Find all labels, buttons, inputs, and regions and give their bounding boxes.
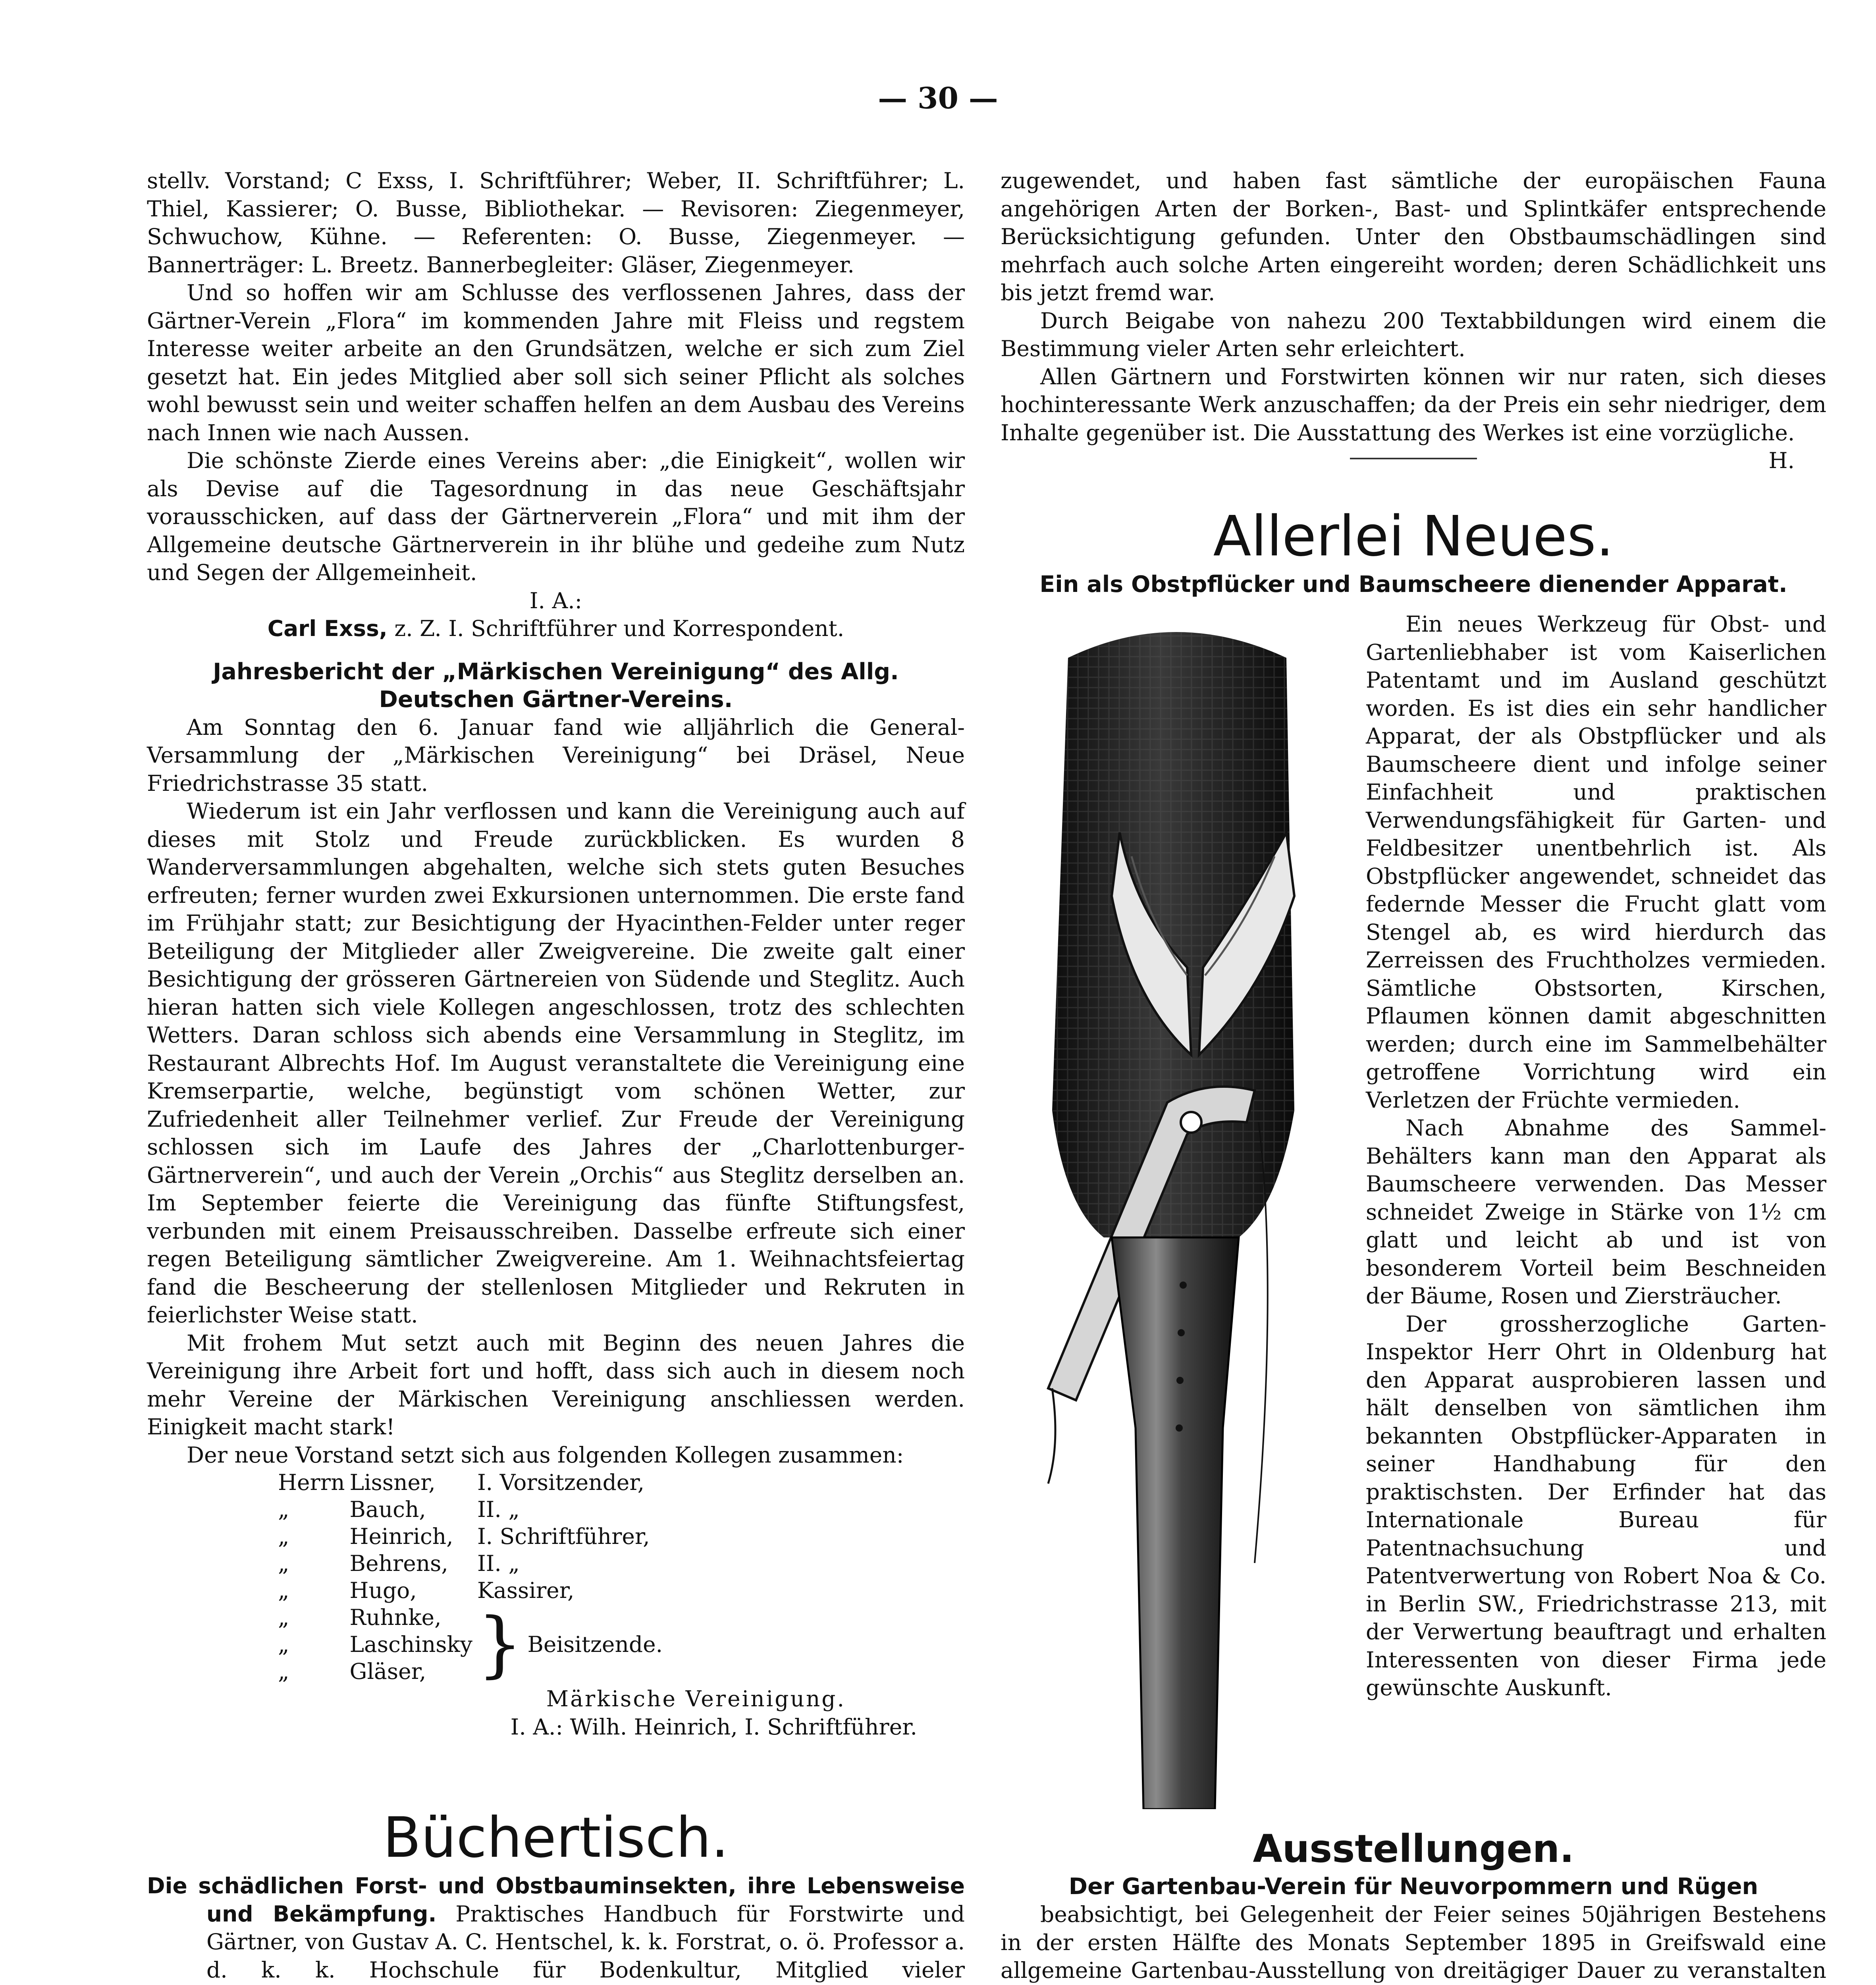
- book-entry: [147, 1872, 965, 1985]
- brace-glyph: }: [477, 1603, 523, 1686]
- board-role: I. Schriftführer,: [477, 1524, 650, 1549]
- board-pre: Herrn: [278, 1470, 345, 1495]
- signature-role: z. Z. I. Schriftführer und Korrespondent.: [387, 616, 844, 641]
- ia-line: I. A.:: [529, 588, 582, 613]
- section-divider: [1350, 458, 1477, 459]
- board-pre: „: [278, 1497, 289, 1522]
- signature-line: [147, 615, 965, 643]
- paragraph: zugewendet, und haben fast sämtliche der europäischen Fauna angehörigen Arten der Borken-, Bast- und Splintkäfer entsprechende Berücksichtigung gefunden. Unter den Obstbaumschädlingen sind mehrfach auch solche Arten eingereiht worden; deren Schädlichkeit uns bis jetzt fremd war.: [1001, 168, 1826, 305]
- board-pre: „: [278, 1632, 289, 1657]
- paragraph: Am Sonntag den 6. Januar fand wie alljährlich die General-Versammlung der „Märkischen Vereinigung“ bei Dräsel, Neue Friedrichstrasse 35 statt.: [147, 714, 965, 796]
- board-name: Hugo,: [349, 1578, 417, 1603]
- article-subheading: Ein als Obstpflücker und Baumscheere dienender Apparat.: [1039, 571, 1787, 597]
- board-row: [278, 1577, 667, 1604]
- board-role: I. Vorsitzender,: [477, 1470, 645, 1495]
- paragraph: Mit frohem Mut setzt auch mit Beginn des neuen Jahres die Vereinigung ihre Arbeit fort und hofft, dass sich auch in diesem noch mehr Vereine der Märkischen Vereinigung anschliessen werden. Einigkeit macht stark!: [147, 1330, 965, 1440]
- board-row: [278, 1496, 667, 1523]
- paragraph: Der neue Vorstand setzt sich aus folgenden Kollegen zusammen:: [187, 1442, 904, 1468]
- paragraph: stellv. Vorstand; C Exss, I. Schriftführer; Weber, II. Schriftführer; L. Thiel, Kassierer; O. Busse, Bibliothekar. — Revisoren: Ziegenmeyer, Schwuchow, Kühne. — Referenten: O. Busse, Ziegenmeyer. — Bannerträger: L. Breetz. Bannerbegleiter: Gläser, Ziegenmeyer.: [147, 168, 965, 278]
- board-pre: „: [278, 1551, 289, 1576]
- book-details: Praktisches Handbuch für Forstwirte und Gärtner, von Gustav A. C. Hentschel, k. k. Forstrat, o. ö. Professor a. d. k. k. Hochschule für Bodenkultur, Mitglied vieler: [206, 1901, 965, 1983]
- paragraph: [1001, 363, 1826, 473]
- author-initial: H.: [1768, 448, 1795, 473]
- board-row: [278, 1469, 667, 1496]
- article-with-figure: [1001, 610, 1826, 1809]
- ausstellungen-heading: Ausstellungen.: [1253, 1827, 1574, 1871]
- right-column: [1001, 167, 1826, 1985]
- signature-name: Carl Exss,: [267, 616, 388, 641]
- book-title: Die schädlichen Forst- und Obstbauminsekten, ihre Lebensweise und Bekämpfung.: [147, 1873, 965, 1927]
- page-number: — 30 —: [878, 81, 998, 116]
- board-row: [278, 1550, 667, 1577]
- paragraph: Die schönste Zierde eines Vereins aber: „die Einigkeit“, wollen wir als Devise auf die Tagesordnung in das neue Geschäftsjahr vorausschicken, auf dass der Gärtnerverein „Flora“ und mit ihm der Allgemeine deutsche Gärtnerverein in ihr blühe und gedeihe zum Nutz und Segen der Allgemeinheit.: [147, 448, 965, 585]
- board-name: Gläser,: [349, 1659, 426, 1684]
- paragraph: Nach Abnahme des Sammel-Behälters kann man den Apparat als Baumscheere verwenden. Das Messer schneidet Zweige in Stärke von 1½ cm glatt und leicht ab und ist von besonderem Vorteil beim Beschneiden der Bäume, Rosen und Ziersträucher.: [1366, 1115, 1826, 1309]
- paragraph-text: Allen Gärtnern und Forstwirten können wir nur raten, sich dieses hochinteressante Werk anzuschaffen; da der Preis ein sehr niedriger, dem Inhalte gegenüber ist. Die Ausstattung des Werkes ist eine vorzügliche.: [1001, 364, 1826, 445]
- apparatus-figure: [1001, 610, 1350, 1809]
- paragraph: Der grossherzogliche Garten-Inspektor Herr Ohrt in Oldenburg hat den Apparat ausprobieren lassen und hält denselben von sämtlichen ihm bekannten Obstpflücker-Apparaten in seiner Handhabung für den praktischsten. Der Erfinder hat das Internationale Bureau für Patentnachsuchung und Patentverwertung von Robert Noa & Co. in Berlin SW., Friedrichstrasse 213, mit der Verwertung beauftragt und erhalten Interessenten von dieser Firma jede gewünschte Auskunft.: [1366, 1311, 1826, 1700]
- paragraph: Und so hoffen wir am Schlusse des verflossenen Jahres, dass der Gärtner-Verein „Flora“ im kommenden Jahre mit Fleiss und regstem Interesse weiter arbeite an den Grundsätzen, welche er sich zum Ziel gesetzt hat. Ein jedes Mitglied aber soll sich seiner Pflicht als solches wohl bewusst sein und weiter schaffen helfen an dem Ausbau des Vereins nach Innen wie nach Aussen.: [147, 280, 965, 445]
- board-pre: „: [278, 1524, 289, 1549]
- board-pre: „: [278, 1659, 289, 1684]
- board-pre: „: [278, 1578, 289, 1603]
- board-pre: „: [278, 1605, 289, 1630]
- board-name: Lissner,: [349, 1470, 436, 1495]
- board-name: Laschinsky: [349, 1632, 472, 1657]
- left-column: [147, 167, 965, 1985]
- board-table: [278, 1469, 667, 1685]
- allerlei-heading: Allerlei Neues.: [1213, 504, 1614, 569]
- board-row: [278, 1604, 667, 1631]
- paragraph: Wiederum ist ein Jahr verflossen und kann die Vereinigung auch auf dieses mit Stolz und Freude zurückblicken. Es wurden 8 Wanderversammlungen abgehalten, welche sich stets guten Besuches erfreuten; ferner wurden zwei Exkursionen unternommen. Die erste fand im Frühjahr statt; zur Besichtigung der Hyacinthen-Felder unter reger Beteiligung der Mitglieder aller Zweigvereine. Die zweite galt einer Besichtigung der grösseren Gärtnereien von Südende und Steglitz. Auch hieran hatten sich viele Kollegen angeschlossen, trotz des schlechten Wetters. Daran schloss sich abends eine Versammlung in Steglitz, im Restaurant Albrechts Hof. Im August veranstaltete die Vereinigung eine Kremserpartie, welche, begünstigt vom schönen Wetter, zur Zufriedenheit aller Teilnehmer verlief. Zur Freude der Vereinigung schlossen sich im Laufe des Jahres der „Charlottenburger-Gärtnerverein“, und auch der Verein „Orchis“ aus Steglitz derselben an. Im September feierte die Vereinigung das fünfte Stiftungsfest, verbunden mit einem Preisausschreiben. Dasselbe erfreute sich einer regen Beteiligung sämtlicher Zweigvereine. Am 1. Weihnachtsfeiertag fand die Bescheerung der stellenlosen Mitglieder und Rekruten in feierlichster Weise statt.: [147, 798, 965, 1328]
- buechertisch-heading: Büchertisch.: [383, 1806, 729, 1870]
- board-role: Beisitzende.: [527, 1632, 663, 1657]
- paragraph: Durch Beigabe von nahezu 200 Textabbildungen wird einem die Bestimmung vieler Arten sehr erleichtert.: [1001, 308, 1826, 361]
- board-name: Heinrich,: [349, 1524, 453, 1549]
- board-role: Kassirer,: [477, 1578, 575, 1603]
- fruit-picker-illustration: [1001, 610, 1350, 1809]
- paragraph: Ein neues Werkzeug für Obst- und Gartenliebhaber ist vom Kaiserlichen Patentamt und im Ausland geschützt worden. Es ist dies ein sehr handlicher Apparat, der als Obstpflücker und als Baumscheere dient und infolge seiner Einfachheit und praktischen Verwendungsfähigkeit für Garten- und Feldbesitzer unentbehrlich ist. Als Obstpflücker angewendet, schneidet das federnde Messer die Frucht glatt vom Stengel ab, es wird hierdurch das Zerreissen des Fruchtholzes vermieden. Sämtliche Obstsorten, Kirschen, Pflaumen können damit abgeschnitten werden; durch eine im Sammelbehälter getroffene Vorrichtung wird ein Verletzen der Früchte vermieden.: [1366, 611, 1826, 1113]
- ausstellungen-subheading: Der Gartenbau-Verein für Neuvorpommern und Rügen: [1068, 1873, 1758, 1900]
- board-role: II. „: [477, 1497, 520, 1522]
- section-heading: Jahresbericht der „Märkischen Vereinigung“ des Allg. Deutschen Gärtner-Vereins.: [213, 658, 899, 713]
- board-name: Bauch,: [349, 1497, 426, 1522]
- board-name: Ruhnke,: [349, 1605, 442, 1630]
- org-line: Märkische Vereinigung.: [546, 1686, 846, 1711]
- board-role: II. „: [477, 1551, 520, 1576]
- org-signature: I. A.: Wilh. Heinrich, I. Schriftführer.: [510, 1714, 917, 1740]
- board-row: [278, 1523, 667, 1550]
- board-name: Behrens,: [349, 1551, 448, 1576]
- paragraph: beabsichtigt, bei Gelegenheit der Feier seines 50jährigen Bestehens in der ersten Hälfte des Monats September 1895 in Greifswald eine allgemeine Gartenbau-Ausstellung von dreitägiger Dauer zu veranstalten: [1001, 1902, 1826, 1983]
